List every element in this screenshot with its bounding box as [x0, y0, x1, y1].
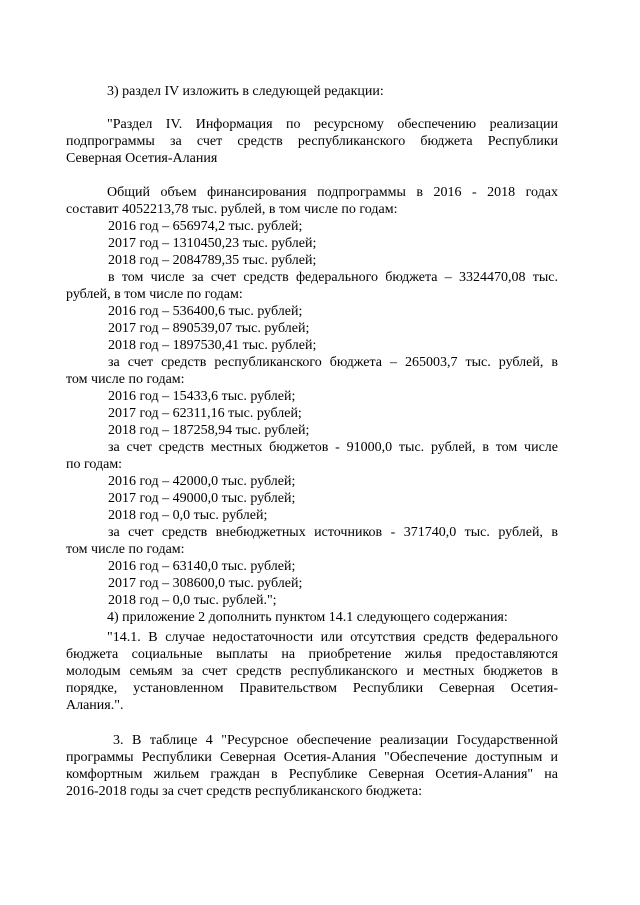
year-line: 2016 год – 63140,0 тыс. рублей; [108, 559, 296, 574]
republic-paragraph [66, 354, 558, 388]
federal-line: в том числе за счет средств федерального бюджета – 3324470,08 тыс. [108, 270, 558, 285]
year-line: 2017 год – 1310450,23 тыс. рублей; [108, 236, 317, 251]
section-heading-line: Северная Осетия-Алания [66, 151, 218, 166]
year-line: 2016 год – 536400,6 тыс. рублей; [108, 304, 303, 319]
year-line: 2018 год – 2084789,35 тыс. рублей; [108, 253, 317, 268]
item-3-table-line: комфортным жильем граждан в Республике Северная Осетия-Алания" на [66, 767, 558, 782]
federal-paragraph [66, 269, 558, 303]
local-paragraph [66, 439, 558, 473]
republic-line: за счет средств республиканского бюджета – 265003,7 тыс. рублей, в [108, 355, 558, 370]
extra-line: за счет средств внебюджетных источников - 371740,0 тыс. рублей, в [108, 525, 558, 540]
year-line: 2016 год – 15433,6 тыс. рублей; [108, 389, 296, 404]
item-4-paragraph [66, 629, 558, 714]
year-line: 2018 год – 1897530,41 тыс. рублей; [108, 338, 317, 353]
item-3-text: 3) раздел IV изложить в следующей редакции: [107, 84, 384, 99]
local-line: по годам: [66, 457, 123, 472]
year-line: 2017 год – 308600,0 тыс. рублей; [108, 576, 303, 591]
republic-line: том числе по годам: [66, 372, 185, 387]
federal-line: рублей, в том числе по годам: [66, 287, 243, 302]
year-line: 2017 год – 890539,07 тыс. рублей; [108, 321, 310, 336]
item-4-line: "14.1. В случае недостаточности или отсутствия средств федерального [107, 630, 558, 645]
total-paragraph [66, 184, 558, 218]
year-line: 2016 год – 42000,0 тыс. рублей; [108, 474, 296, 489]
local-line: за счет средств местных бюджетов - 91000,0 тыс. рублей, в том числе [108, 440, 558, 455]
year-line: 2018 год – 187258,94 тыс. рублей; [108, 423, 310, 438]
item-3-table-paragraph [66, 732, 558, 800]
item-4-line: молодым семьям за счет средств республиканского и местных бюджетов в [66, 664, 558, 679]
item-4-text: 4) приложение 2 дополнить пунктом 14.1 следующего содержания: [107, 610, 508, 625]
total-line: составит 4052213,78 тыс. рублей, в том числе по годам: [66, 202, 398, 217]
item-3-table-line: 3. В таблице 4 "Ресурсное обеспечение реализации Государственной [113, 733, 558, 748]
section-heading-line: подпрограммы за счет средств республиканского бюджета Республики [66, 134, 558, 149]
item-4-line: Алания.". [66, 698, 124, 713]
year-line: 2018 год – 0,0 тыс. рублей."; [108, 593, 277, 608]
extra-paragraph [66, 524, 558, 558]
extra-line: том числе по годам: [66, 542, 185, 557]
section-heading [66, 116, 558, 167]
year-line: 2016 год – 656974,2 тыс. рублей; [108, 219, 303, 234]
item-4-line: бюджета социальные выплаты на приобретение жилья предоставляются [66, 647, 558, 662]
item-4-line: порядке, установленном Правительством Республики Северная Осетия- [66, 681, 558, 696]
section-heading-line: "Раздел IV. Информация по ресурсному обеспечению реализации [107, 117, 558, 132]
total-line: Общий объем финансирования подпрограммы в 2016 - 2018 годах [107, 185, 558, 200]
item-3-table-line: программы Республики Северная Осетия-Алания "Обеспечение доступным и [66, 750, 558, 765]
year-line: 2017 год – 62311,16 тыс. рублей; [108, 406, 302, 421]
item-3-table-line: 2016-2018 годы за счет средств республиканского бюджета: [66, 784, 422, 799]
year-line: 2017 год – 49000,0 тыс. рублей; [108, 491, 296, 506]
year-line: 2018 год – 0,0 тыс. рублей; [108, 508, 268, 523]
